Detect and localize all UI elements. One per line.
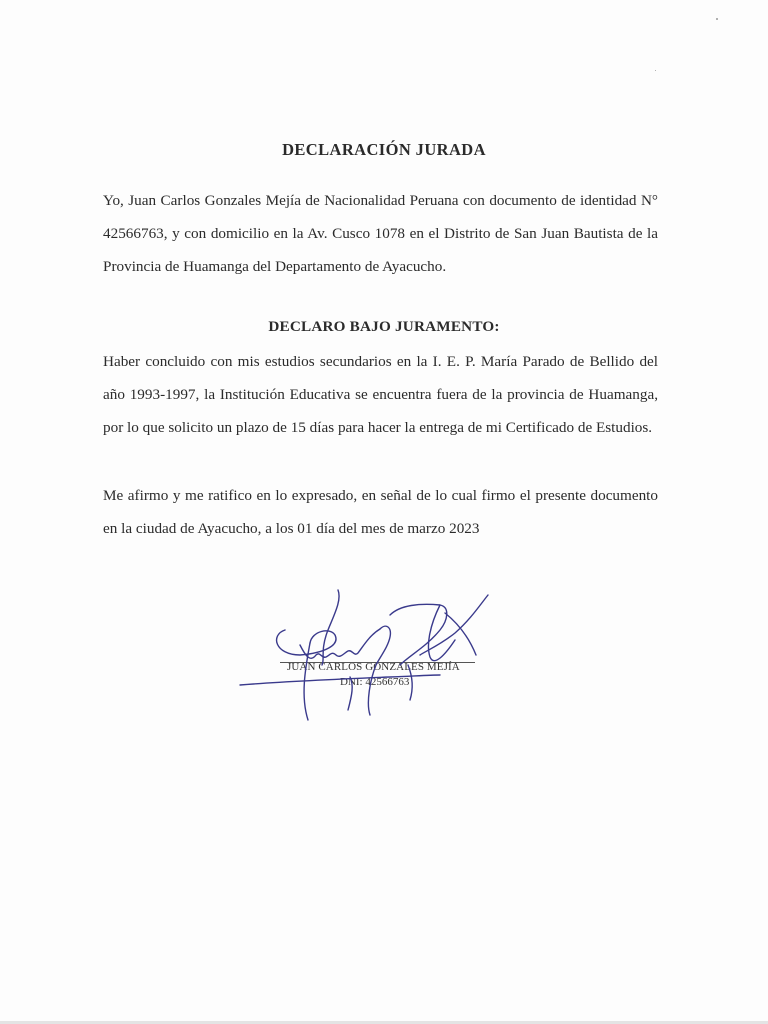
body-line: por lo que solicito un plazo de 15 días para hacer la entrega de mi Certificado de Estudios. [103, 419, 653, 436]
intro-line: Yo, Juan Carlos Gonzales Mejía de Nacionalidad Peruana con documento de identidad N° [103, 192, 658, 209]
document-title: DECLARACIÓN JURADA [282, 140, 486, 159]
scan-speck [716, 18, 718, 20]
signatory-id: DNI: 42566763 [340, 676, 410, 688]
signature-strokes [240, 590, 488, 720]
closing-paragraph [103, 479, 658, 545]
declaration-body [103, 345, 658, 444]
signatory-name: JUAN CARLOS GONZALES MEJÍA [287, 661, 460, 673]
handwritten-signature [230, 585, 510, 735]
intro-line: 42566763, y con domicilio en la Av. Cusco 1078 en el Distrito de San Juan Bautista de la [103, 225, 658, 242]
body-line: Haber concluido con mis estudios secundarios en la I. E. P. María Parado de Bellido del [103, 353, 658, 370]
closing-line: Me afirmo y me ratifico en lo expresado, en señal de lo cual firmo el presente documento [103, 487, 658, 504]
closing-line: en la ciudad de Ayacucho, a los 01 día del mes de marzo 2023 [103, 520, 480, 537]
intro-paragraph [103, 184, 658, 283]
intro-line: Provincia de Huamanga del Departamento de Ayacucho. [103, 258, 447, 275]
declaration-heading: DECLARO BAJO JURAMENTO: [268, 318, 500, 335]
body-line: año 1993-1997, la Institución Educativa se encuentra fuera de la provincia de Huamanga, [103, 386, 658, 403]
scan-speck [655, 70, 656, 71]
